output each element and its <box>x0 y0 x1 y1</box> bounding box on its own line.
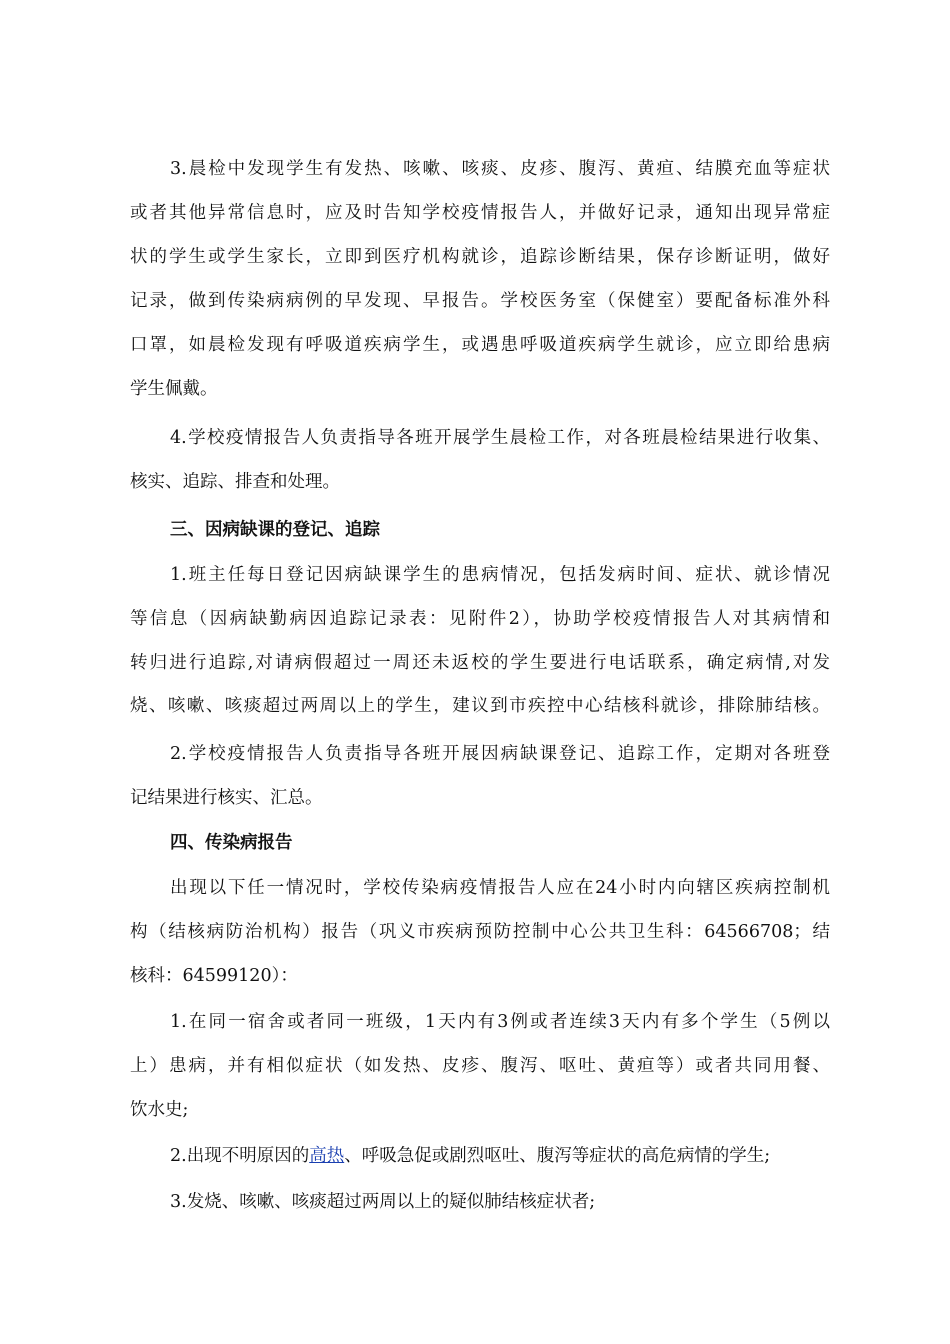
paragraph-report-intro-line-1: 出现以下任一情况时，学校传染病疫情报告人应在24小时内向辖区疾病控制机 <box>170 878 830 898</box>
paragraph-morning-check-3-line-5: 口罩，如晨检发现有呼吸道疾病学生，或遇患呼吸道疾病学生就诊，应立即给患病 <box>130 335 830 355</box>
paragraph-report-1-line-1: 1.在同一宿舍或者同一班级，1天内有3例或者连续3天内有多个学生（5例以 <box>170 1012 830 1032</box>
paragraph-morning-check-3-line-2: 或者其他异常信息时，应及时告知学校疫情报告人，并做好记录，通知出现异常症 <box>130 203 830 223</box>
paragraph-report-intro-line-3: 核科：64599120）： <box>130 966 298 986</box>
paragraph-absence-1-line-2: 等信息（因病缺勤病因追踪记录表：见附件2），协助学校疫情报告人对其病情和 <box>130 609 830 629</box>
paragraph-absence-1-line-3: 转归进行追踪,对请病假超过一周还未返校的学生要进行电话联系，确定病情,对发 <box>130 653 830 673</box>
paragraph-absence-2-line-1: 2.学校疫情报告人负责指导各班开展因病缺课登记、追踪工作，定期对各班登 <box>170 744 830 764</box>
section-heading-absence-tracking: 三、因病缺课的登记、追踪 <box>170 520 380 540</box>
paragraph-morning-check-3-line-1: 3.晨检中发现学生有发热、咳嗽、咳痰、皮疹、腹泻、黄疸、结膜充血等症状 <box>170 159 830 179</box>
paragraph-report-1-line-2: 上）患病，并有相似症状（如发热、皮疹、腹泻、呕吐、黄疸等）或者共同用餐、 <box>130 1056 830 1076</box>
paragraph-morning-check-3-line-4: 记录，做到传染病病例的早发现、早报告。学校医务室（保健室）要配备标准外科 <box>130 291 830 311</box>
paragraph-report-2 <box>170 1144 830 1168</box>
paragraph-absence-1-line-1: 1.班主任每日登记因病缺课学生的患病情况，包括发病时间、症状、就诊情况 <box>170 565 830 585</box>
high-fever-link[interactable]: 高热 <box>309 1146 345 1166</box>
paragraph-morning-check-4-line-1: 4.学校疫情报告人负责指导各班开展学生晨检工作，对各班晨检结果进行收集、 <box>170 428 830 448</box>
paragraph-report-3: 3.发烧、咳嗽、咳痰超过两周以上的疑似肺结核症状者; <box>170 1192 596 1212</box>
paragraph-report-2-text-after: 、呼吸急促或剧烈呕吐、腹泻等症状的高危病情的学生; <box>344 1146 771 1166</box>
paragraph-absence-1-line-4: 烧、咳嗽、咳痰超过两周以上的学生，建议到市疾控中心结核科就诊，排除肺结核。 <box>130 696 830 716</box>
paragraph-report-intro-line-2: 构（结核病防治机构）报告（巩义市疾病预防控制中心公共卫生科：64566708；结 <box>130 922 830 942</box>
paragraph-report-2-text-before: 2.出现不明原因的 <box>170 1146 310 1166</box>
paragraph-report-1-line-3: 饮水史; <box>130 1100 189 1120</box>
paragraph-absence-2-line-2: 记结果进行核实、汇总。 <box>130 788 323 808</box>
paragraph-morning-check-3-line-6: 学生佩戴。 <box>130 379 218 399</box>
paragraph-morning-check-3-line-3: 状的学生或学生家长，立即到医疗机构就诊，追踪诊断结果，保存诊断证明，做好 <box>130 247 830 267</box>
section-heading-disease-report: 四、传染病报告 <box>170 833 293 853</box>
paragraph-morning-check-4-line-2: 核实、追踪、排查和处理。 <box>130 472 340 492</box>
